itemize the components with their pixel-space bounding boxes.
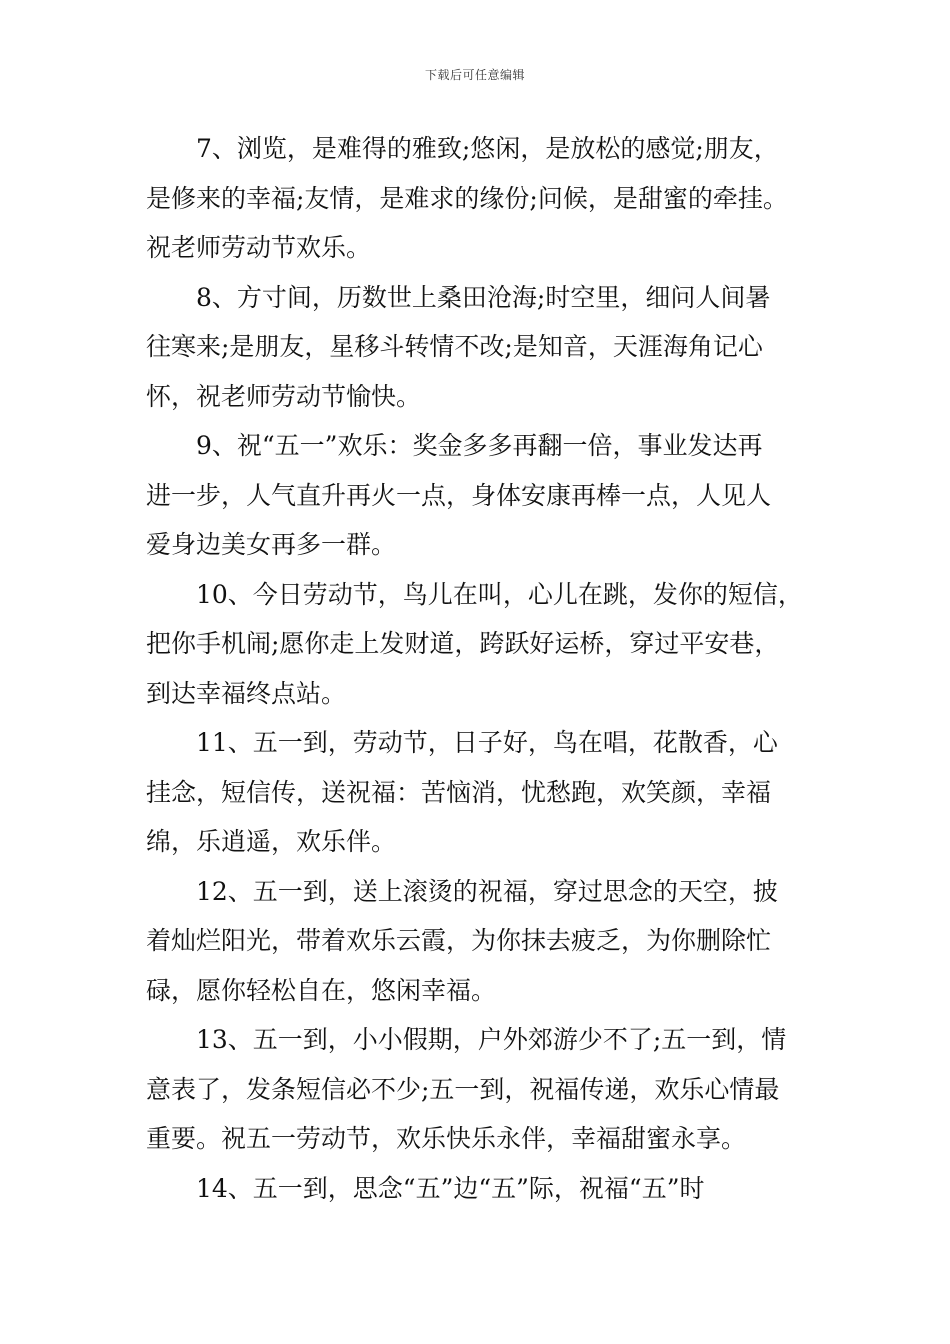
text-line: 碌，愿你轻松自在，悠闲幸福。 [146, 975, 497, 1005]
text-line: 重要。祝五一劳动节，欢乐快乐永伴，幸福甜蜜永享。 [146, 1124, 747, 1153]
text-line: 着灿烂阳光，带着欢乐云霞，为你抹去疲乏，为你删除忙 [146, 926, 772, 955]
text-line: 意表了，发条短信必不少;五一到，祝福传递，欢乐心情最 [146, 1074, 780, 1104]
text-line: 进一步，人气直升再火一点，身体安康再棒一点，人见人 [146, 480, 772, 510]
text-line: 绵，乐逍遥，欢乐伴。 [146, 827, 397, 856]
text-line: 怀，祝老师劳动节愉快。 [146, 381, 422, 411]
text-line: 10、今日劳动节，鸟儿在叫，心儿在跳，发你的短信， [196, 579, 803, 609]
page-header: 下载后可任意编辑 [424, 68, 525, 82]
paragraph-14 [146, 1164, 816, 1214]
text-line: 9、祝“五一”欢乐：奖金多多再翻一倍，事业发达再 [196, 431, 763, 460]
paragraph-7 [146, 124, 816, 273]
text-line: 爱身边美女再多一群。 [146, 530, 397, 559]
paragraph-11 [146, 718, 816, 867]
text-line: 14、五一到，思念“五”边“五”际，祝福“五”时 [196, 1173, 705, 1203]
text-line: 到达幸福终点站。 [146, 678, 347, 708]
text-line: 12、五一到，送上滚烫的祝福，穿过思念的天空，披 [196, 876, 778, 906]
text-line: 8、方寸间，历数世上桑田沧海;时空里，细问人间暑 [196, 282, 771, 312]
text-line: 11、五一到，劳动节，日子好，鸟在唱，花散香，心 [196, 728, 778, 757]
text-line: 是修来的幸福;友情，是难求的缘份;问候，是甜蜜的牵挂。 [146, 183, 788, 213]
document-body [146, 124, 816, 1213]
paragraph-9 [146, 421, 816, 570]
paragraph-8 [146, 273, 816, 422]
paragraph-10 [146, 570, 816, 719]
text-line: 往寒来;是朋友，星移斗转情不改;是知音，天涯海角记心 [146, 332, 763, 361]
text-line: 祝老师劳动节欢乐。 [146, 233, 372, 262]
text-line: 7、浏览，是难得的雅致;悠闲，是放松的感觉;朋友， [196, 134, 779, 163]
text-line: 挂念，短信传，送祝福：苦恼消，忧愁跑，欢笑颜，幸福 [146, 777, 772, 807]
paragraph-12 [146, 867, 816, 1016]
text-line: 把你手机闹;愿你走上发财道，跨跃好运桥，穿过平安巷， [146, 629, 780, 658]
paragraph-13 [146, 1015, 816, 1164]
text-line: 13、五一到，小小假期，户外郊游少不了;五一到，情 [196, 1025, 787, 1054]
